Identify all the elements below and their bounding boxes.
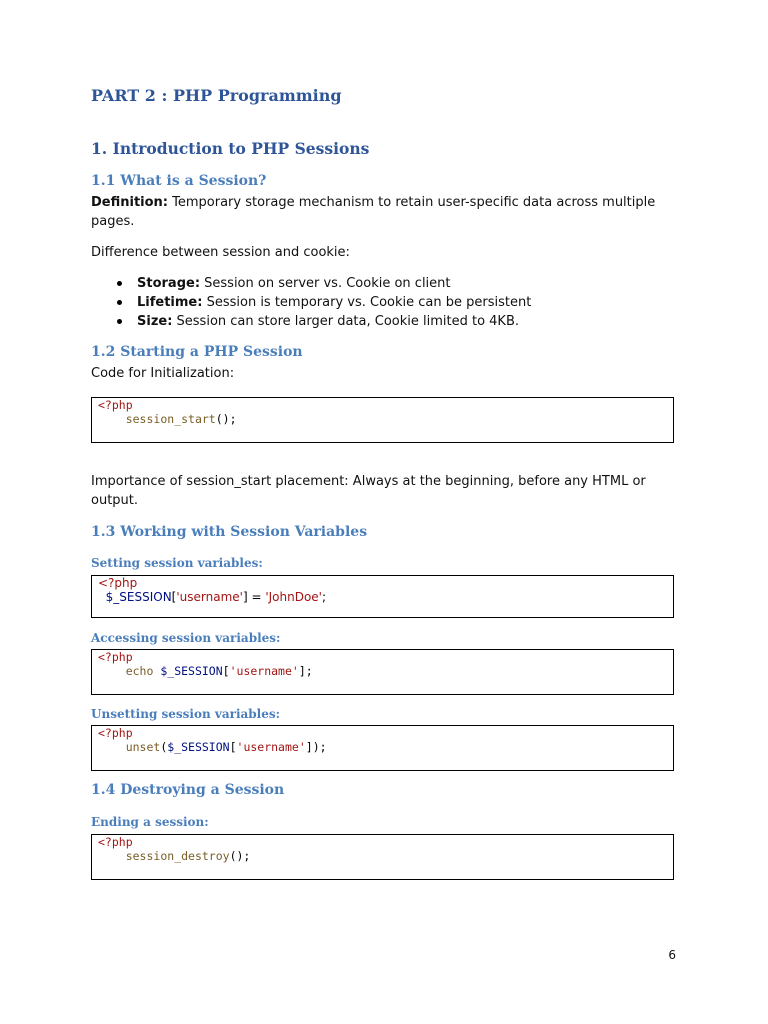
code-string: 'JohnDoe' [265, 590, 322, 604]
definition-label: Definition: [91, 195, 169, 210]
bullet-label: Storage: [137, 276, 201, 291]
bullet-text: Session on server vs. Cookie on client [200, 276, 451, 291]
code-intro: Code for Initialization: [91, 366, 235, 381]
page-number: 6 [668, 948, 676, 962]
php-open-tag: <?php [98, 576, 138, 590]
code-punctuation: (); [229, 849, 251, 863]
section-title-intro-sessions: 1. Introduction to PHP Sessions [91, 139, 370, 158]
code-punctuation: [ [171, 590, 177, 604]
code-variable: $_SESSION [105, 590, 172, 604]
php-open-tag: <?php [98, 650, 133, 664]
code-function: session_destroy [125, 849, 230, 863]
code-punctuation: ; [321, 590, 327, 604]
subsection-title-what-is-session: 1.1 What is a Session? [91, 173, 267, 189]
subsection-title-session-variables: 1.3 Working with Session Variables [91, 524, 368, 540]
definition-text: Temporary storage mechanism to retain user-specific data across multiple pages. [91, 195, 656, 229]
code-line [98, 590, 673, 604]
code-function: unset [125, 740, 161, 754]
code-punctuation: [ [222, 664, 230, 678]
part-title: PART 2 : PHP Programming [91, 86, 342, 105]
code-line [98, 412, 673, 426]
bullet-text: Session is temporary vs. Cookie can be persistent [202, 295, 532, 310]
code-variable: $_SESSION [160, 664, 223, 678]
code-keyword: echo [125, 664, 154, 678]
code-punctuation: ]; [298, 664, 313, 678]
code-block-accessing-variables [91, 649, 674, 695]
code-indent [98, 590, 106, 604]
code-variable: $_SESSION [167, 740, 230, 754]
code-punctuation: ( [160, 740, 168, 754]
php-open-tag: <?php [98, 726, 133, 740]
placement-note: Importance of session_start placement: Always at the beginning, before any HTML or output. [91, 474, 646, 508]
list-item-lifetime [91, 293, 677, 312]
code-indent [98, 849, 126, 863]
code-string: 'username' [176, 590, 243, 604]
unsetting-variables-label: Unsetting session variables: [91, 707, 281, 721]
code-line [98, 835, 673, 849]
code-line [98, 664, 673, 678]
code-line [98, 849, 673, 863]
code-punctuation: [ [229, 740, 237, 754]
session-cookie-differences-list [91, 274, 677, 331]
code-indent [98, 412, 126, 426]
code-indent [98, 664, 126, 678]
code-punctuation: (); [215, 412, 237, 426]
definition-paragraph [91, 193, 677, 231]
subsection-title-starting-session: 1.2 Starting a PHP Session [91, 344, 303, 360]
difference-intro: Difference between session and cookie: [91, 245, 350, 260]
ending-session-label: Ending a session: [91, 815, 209, 829]
php-open-tag: <?php [98, 835, 133, 849]
code-indent [98, 740, 126, 754]
list-item-storage [91, 274, 677, 293]
code-block-session-start [91, 397, 674, 443]
accessing-variables-label: Accessing session variables: [91, 631, 281, 645]
code-punctuation: ]); [305, 740, 327, 754]
bullet-label: Lifetime: [137, 295, 203, 310]
code-line [98, 726, 673, 740]
bullet-label: Size: [137, 314, 173, 329]
code-line [98, 398, 673, 412]
setting-variables-label: Setting session variables: [91, 556, 263, 570]
code-line [98, 650, 673, 664]
code-block-setting-variables [91, 575, 674, 618]
code-line [98, 740, 673, 754]
code-line [98, 576, 673, 590]
code-string: 'username' [236, 740, 306, 754]
bullet-text: Session can store larger data, Cookie limited to 4KB. [172, 314, 520, 329]
code-string: 'username' [229, 664, 299, 678]
list-item-size [91, 312, 677, 331]
subsection-title-destroying-session: 1.4 Destroying a Session [91, 782, 285, 798]
code-function: session_start [125, 412, 216, 426]
code-punctuation: ] [242, 590, 248, 604]
code-block-session-destroy [91, 834, 674, 880]
code-operator: = [247, 590, 266, 604]
code-block-unsetting-variables [91, 725, 674, 771]
php-open-tag: <?php [98, 398, 133, 412]
